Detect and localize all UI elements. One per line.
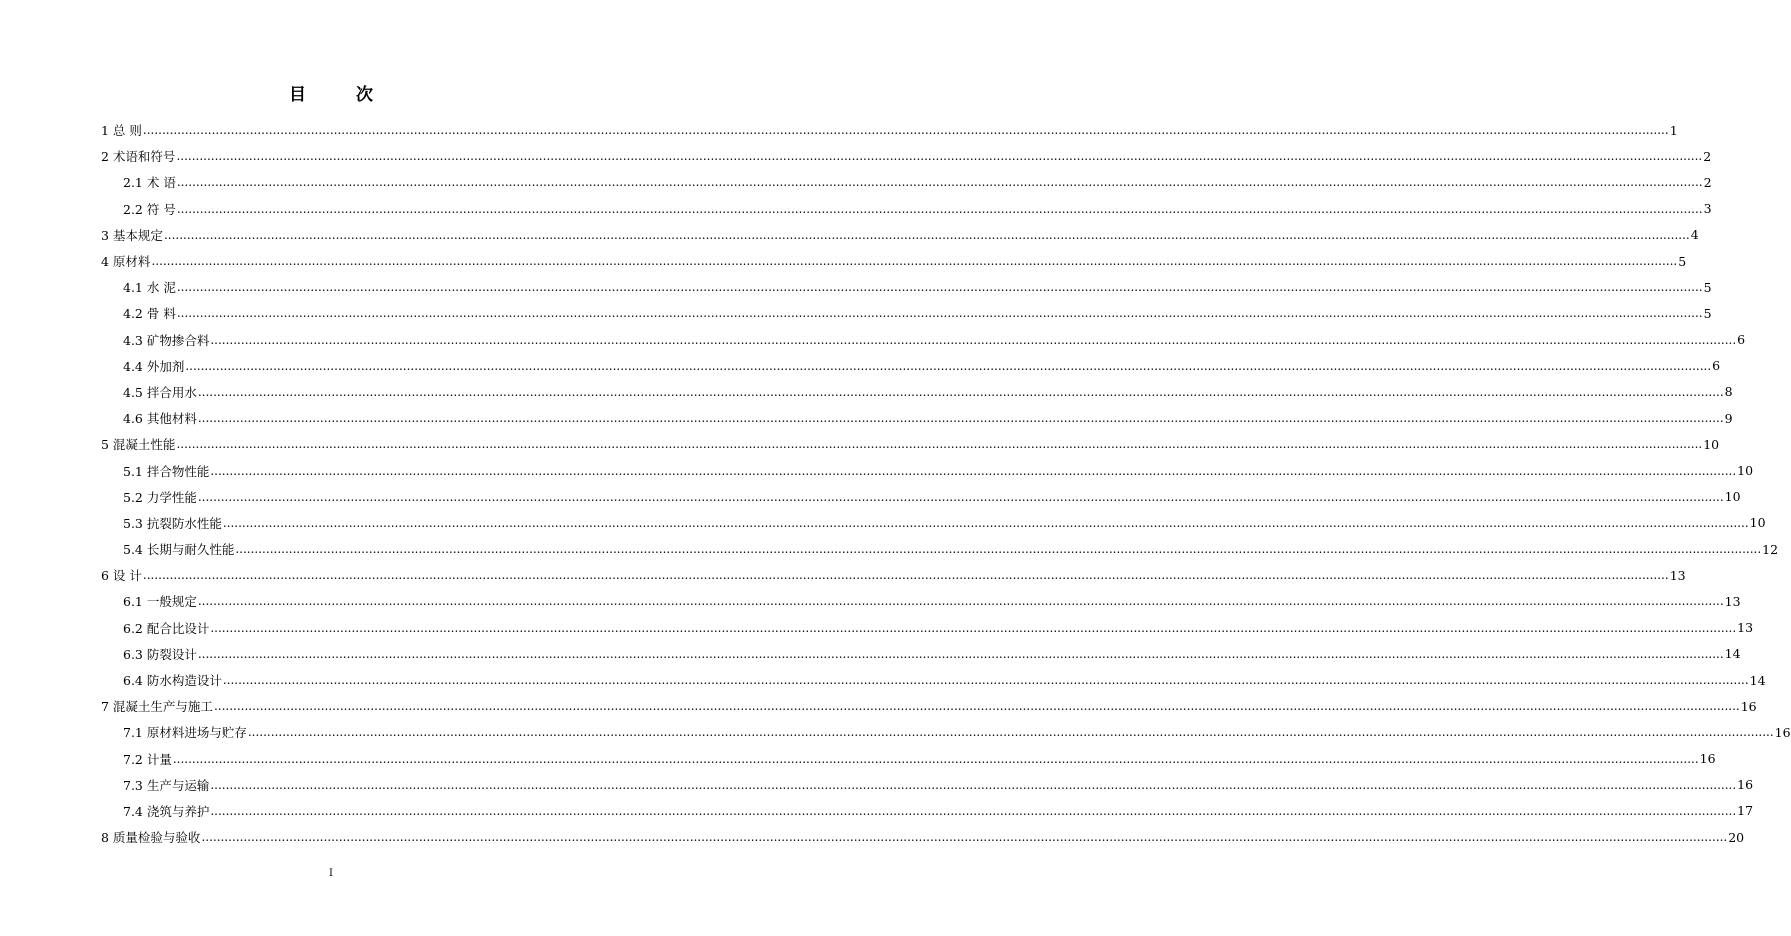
toc-entry-label: 6.2 配合比设计 (123, 620, 210, 636)
toc-entry[interactable] (101, 615, 1754, 641)
toc-entry-label: 7.2 计量 (123, 751, 172, 767)
toc-entry-page: 14 (1749, 672, 1766, 688)
toc-entry[interactable] (101, 798, 1754, 824)
toc-entry-page: 16 (1699, 751, 1716, 767)
toc-entry[interactable] (101, 667, 1766, 693)
toc-entry-page: 5 (1678, 253, 1687, 269)
toc-leader-dots: ................................................................................................................................................................................................................................................................................................................................................................................................................ (210, 803, 1737, 818)
toc-entry-label: 4.3 矿物掺合料 (123, 332, 210, 348)
toc-entry[interactable] (101, 588, 1741, 614)
toc-entry[interactable] (101, 405, 1733, 431)
toc-entry-label: 7 混凝土生产与施工 (101, 699, 213, 715)
toc-entry[interactable] (101, 772, 1754, 798)
toc-entry[interactable] (101, 248, 1687, 274)
toc-entry-page: 2 (1703, 174, 1712, 190)
page-title: 目 次 (289, 85, 395, 105)
toc-leader-dots: ................................................................................................................................................................................................................................................................................................................................................................................................................ (176, 149, 1703, 164)
toc-leader-dots: ................................................................................................................................................................................................................................................................................................................................................................................................................ (197, 646, 1724, 661)
toc-entry-page: 13 (1737, 620, 1754, 636)
toc-leader-dots: ................................................................................................................................................................................................................................................................................................................................................................................................................ (222, 673, 1749, 688)
toc-leader-dots: ................................................................................................................................................................................................................................................................................................................................................................................................................ (210, 463, 1737, 478)
toc-entry-page: 10 (1703, 436, 1720, 452)
toc-entry-label: 3 基本规定 (101, 227, 163, 243)
toc-entry[interactable] (101, 274, 1712, 300)
toc-entry-page: 12 (1762, 541, 1779, 557)
toc-entry-page: 5 (1703, 279, 1712, 295)
toc-leader-dots: ................................................................................................................................................................................................................................................................................................................................................................................................................ (172, 751, 1699, 766)
toc-entry-page: 4 (1690, 227, 1699, 243)
toc-entry-page: 14 (1724, 646, 1741, 662)
toc-entry-label: 4.5 拌合用水 (123, 384, 197, 400)
toc-entry-label: 6.1 一般规定 (123, 594, 197, 610)
toc-entry-label: 6.4 防水构造设计 (123, 673, 222, 689)
toc-entry-page: 1 (1669, 122, 1678, 138)
toc-entry[interactable] (101, 746, 1716, 772)
toc-entry-page: 6 (1737, 332, 1746, 348)
toc-entry-page: 5 (1703, 305, 1712, 321)
toc-entry-label: 4 原材料 (101, 254, 151, 270)
toc-entry-page: 13 (1724, 593, 1741, 609)
toc-entry-page: 3 (1703, 201, 1712, 217)
toc-entry-label: 7.3 生产与运输 (123, 777, 210, 793)
toc-entry-page: 2 (1703, 148, 1712, 164)
toc-entry-page: 10 (1737, 463, 1754, 479)
table-of-contents (101, 117, 1791, 850)
toc-entry-page: 9 (1724, 410, 1733, 426)
toc-entry-label: 6.3 防裂设计 (123, 646, 197, 662)
toc-leader-dots: ................................................................................................................................................................................................................................................................................................................................................................................................................ (176, 306, 1703, 321)
toc-entry[interactable] (101, 169, 1712, 195)
toc-leader-dots: ................................................................................................................................................................................................................................................................................................................................................................................................................ (176, 280, 1703, 295)
toc-entry-label: 1 总 则 (101, 123, 142, 139)
toc-entry-label: 5.1 拌合物性能 (123, 463, 210, 479)
toc-leader-dots: ................................................................................................................................................................................................................................................................................................................................................................................................................ (197, 594, 1724, 609)
toc-leader-dots: ................................................................................................................................................................................................................................................................................................................................................................................................................ (197, 489, 1724, 504)
toc-entry[interactable] (101, 457, 1754, 483)
toc-entry[interactable] (101, 510, 1766, 536)
toc-leader-dots: ................................................................................................................................................................................................................................................................................................................................................................................................................ (197, 384, 1724, 399)
toc-entry-page: 10 (1749, 515, 1766, 531)
toc-entry-label: 2.1 术 语 (123, 175, 176, 191)
toc-leader-dots: ................................................................................................................................................................................................................................................................................................................................................................................................................ (197, 411, 1724, 426)
toc-entry-label: 4.1 水 泥 (123, 280, 176, 296)
toc-entry[interactable] (101, 562, 1686, 588)
toc-entry[interactable] (101, 693, 1757, 719)
toc-entry[interactable] (101, 196, 1712, 222)
toc-entry-label: 2.2 符 号 (123, 201, 176, 217)
toc-leader-dots: ................................................................................................................................................................................................................................................................................................................................................................................................................ (176, 175, 1703, 190)
toc-leader-dots: ................................................................................................................................................................................................................................................................................................................................................................................................................ (151, 254, 1678, 269)
toc-leader-dots: ................................................................................................................................................................................................................................................................................................................................................................................................................ (142, 123, 1669, 138)
toc-entry-page: 17 (1737, 803, 1754, 819)
toc-leader-dots: ................................................................................................................................................................................................................................................................................................................................................................................................................ (222, 515, 1749, 530)
toc-entry[interactable] (101, 431, 1720, 457)
toc-entry-page: 6 (1712, 358, 1721, 374)
toc-entry[interactable] (101, 117, 1678, 143)
toc-entry-page: 16 (1740, 698, 1757, 714)
toc-entry-label: 7.1 原材料进场与贮存 (123, 725, 247, 741)
toc-entry[interactable] (101, 484, 1741, 510)
toc-entry-page: 10 (1724, 489, 1741, 505)
toc-entry[interactable] (101, 143, 1712, 169)
toc-entry-label: 5.3 抗裂防水性能 (123, 515, 222, 531)
toc-leader-dots: ................................................................................................................................................................................................................................................................................................................................................................................................................ (176, 201, 1703, 216)
toc-leader-dots: ................................................................................................................................................................................................................................................................................................................................................................................................................ (185, 358, 1712, 373)
toc-entry[interactable] (101, 641, 1741, 667)
toc-entry-page: 16 (1774, 724, 1791, 740)
toc-entry-page: 20 (1728, 829, 1745, 845)
toc-leader-dots: ................................................................................................................................................................................................................................................................................................................................................................................................................ (210, 620, 1737, 635)
toc-leader-dots: ................................................................................................................................................................................................................................................................................................................................................................................................................ (163, 227, 1690, 242)
toc-entry-label: 2 术语和符号 (101, 149, 176, 165)
toc-entry[interactable] (101, 300, 1712, 326)
toc-entry-label: 6 设 计 (101, 568, 142, 584)
toc-entry-page: 8 (1724, 384, 1733, 400)
toc-leader-dots: ................................................................................................................................................................................................................................................................................................................................................................................................................ (201, 830, 1728, 845)
toc-leader-dots: ................................................................................................................................................................................................................................................................................................................................................................................................................ (247, 725, 1774, 740)
toc-entry-label: 4.4 外加剂 (123, 358, 185, 374)
toc-entry[interactable] (101, 719, 1791, 745)
toc-entry[interactable] (101, 379, 1733, 405)
toc-entry-label: 8 质量检验与验收 (101, 830, 201, 846)
toc-entry-label: 5 混凝土性能 (101, 437, 176, 453)
toc-leader-dots: ................................................................................................................................................................................................................................................................................................................................................................................................................ (213, 699, 1740, 714)
toc-entry-label: 4.6 其他材料 (123, 411, 197, 427)
toc-leader-dots: ................................................................................................................................................................................................................................................................................................................................................................................................................ (235, 542, 1762, 557)
toc-entry-label: 5.4 长期与耐久性能 (123, 542, 235, 558)
toc-entry-label: 4.2 骨 料 (123, 306, 176, 322)
toc-entry[interactable] (101, 327, 1746, 353)
toc-entry-page: 13 (1669, 567, 1686, 583)
toc-leader-dots: ................................................................................................................................................................................................................................................................................................................................................................................................................ (142, 568, 1669, 583)
toc-entry[interactable] (101, 536, 1779, 562)
toc-entry[interactable] (101, 222, 1699, 248)
toc-entry-label: 5.2 力学性能 (123, 489, 197, 505)
toc-leader-dots: ................................................................................................................................................................................................................................................................................................................................................................................................................ (176, 437, 1703, 452)
toc-entry-label: 7.4 浇筑与养护 (123, 803, 210, 819)
toc-entry[interactable] (101, 824, 1745, 850)
page-number: I (329, 868, 333, 879)
toc-entry-page: 16 (1737, 777, 1754, 793)
toc-leader-dots: ................................................................................................................................................................................................................................................................................................................................................................................................................ (210, 332, 1737, 347)
toc-entry[interactable] (101, 353, 1721, 379)
toc-leader-dots: ................................................................................................................................................................................................................................................................................................................................................................................................................ (210, 777, 1737, 792)
